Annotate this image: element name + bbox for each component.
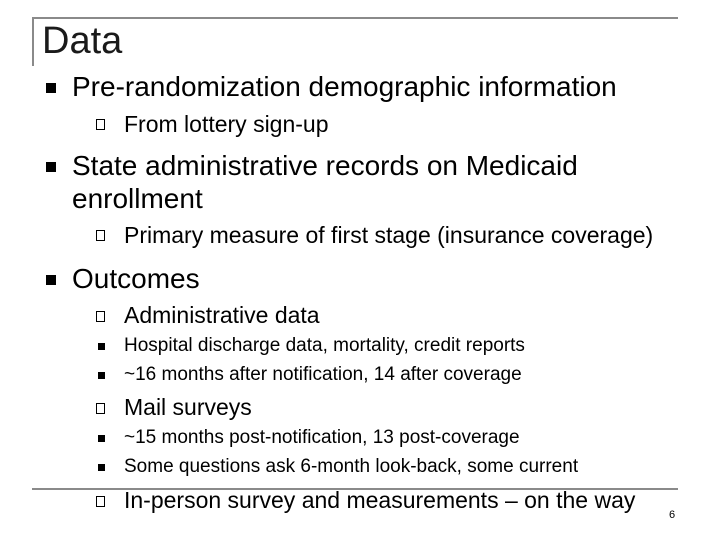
hollow-square-bullet-icon	[96, 403, 105, 414]
title-frame-left-rule	[32, 17, 34, 66]
bullet-text-level1: State administrative records on Medicaid	[72, 150, 578, 181]
small-square-bullet-icon	[98, 435, 105, 442]
small-square-bullet-icon	[98, 343, 105, 350]
page-number: 6	[669, 509, 676, 521]
bullet-text-level2: In-person survey and measurements – on the way	[124, 487, 636, 513]
small-square-bullet-icon	[98, 372, 105, 379]
bullet-text-level1: Outcomes	[72, 263, 200, 294]
bullet-text-level3: ~16 months after notification, 14 after coverage	[124, 364, 522, 385]
square-bullet-icon	[46, 83, 56, 93]
bullet-text-level3: Hospital discharge data, mortality, credit reports	[124, 335, 525, 356]
bullet-text-level1-continued: enrollment	[72, 183, 203, 214]
square-bullet-icon	[46, 162, 56, 172]
hollow-square-bullet-icon	[96, 496, 105, 507]
hollow-square-bullet-icon	[96, 311, 105, 322]
bullet-text-level2: Administrative data	[124, 302, 320, 328]
slide-title: Data	[42, 20, 123, 62]
title-frame-top-rule	[32, 17, 678, 19]
bullet-text-level2: Mail surveys	[124, 394, 252, 420]
bullet-text-level3: Some questions ask 6-month look-back, some current	[124, 456, 579, 477]
hollow-square-bullet-icon	[96, 119, 105, 130]
hollow-square-bullet-icon	[96, 230, 105, 241]
square-bullet-icon	[46, 275, 56, 285]
bullet-text-level1: Pre-randomization demographic information	[72, 71, 617, 102]
bullet-text-level2: Primary measure of first stage (insurance coverage)	[124, 222, 654, 248]
bullet-text-level2: From lottery sign-up	[124, 111, 329, 137]
bullet-text-level3: ~15 months post-notification, 13 post-coverage	[124, 427, 520, 448]
small-square-bullet-icon	[98, 464, 105, 471]
